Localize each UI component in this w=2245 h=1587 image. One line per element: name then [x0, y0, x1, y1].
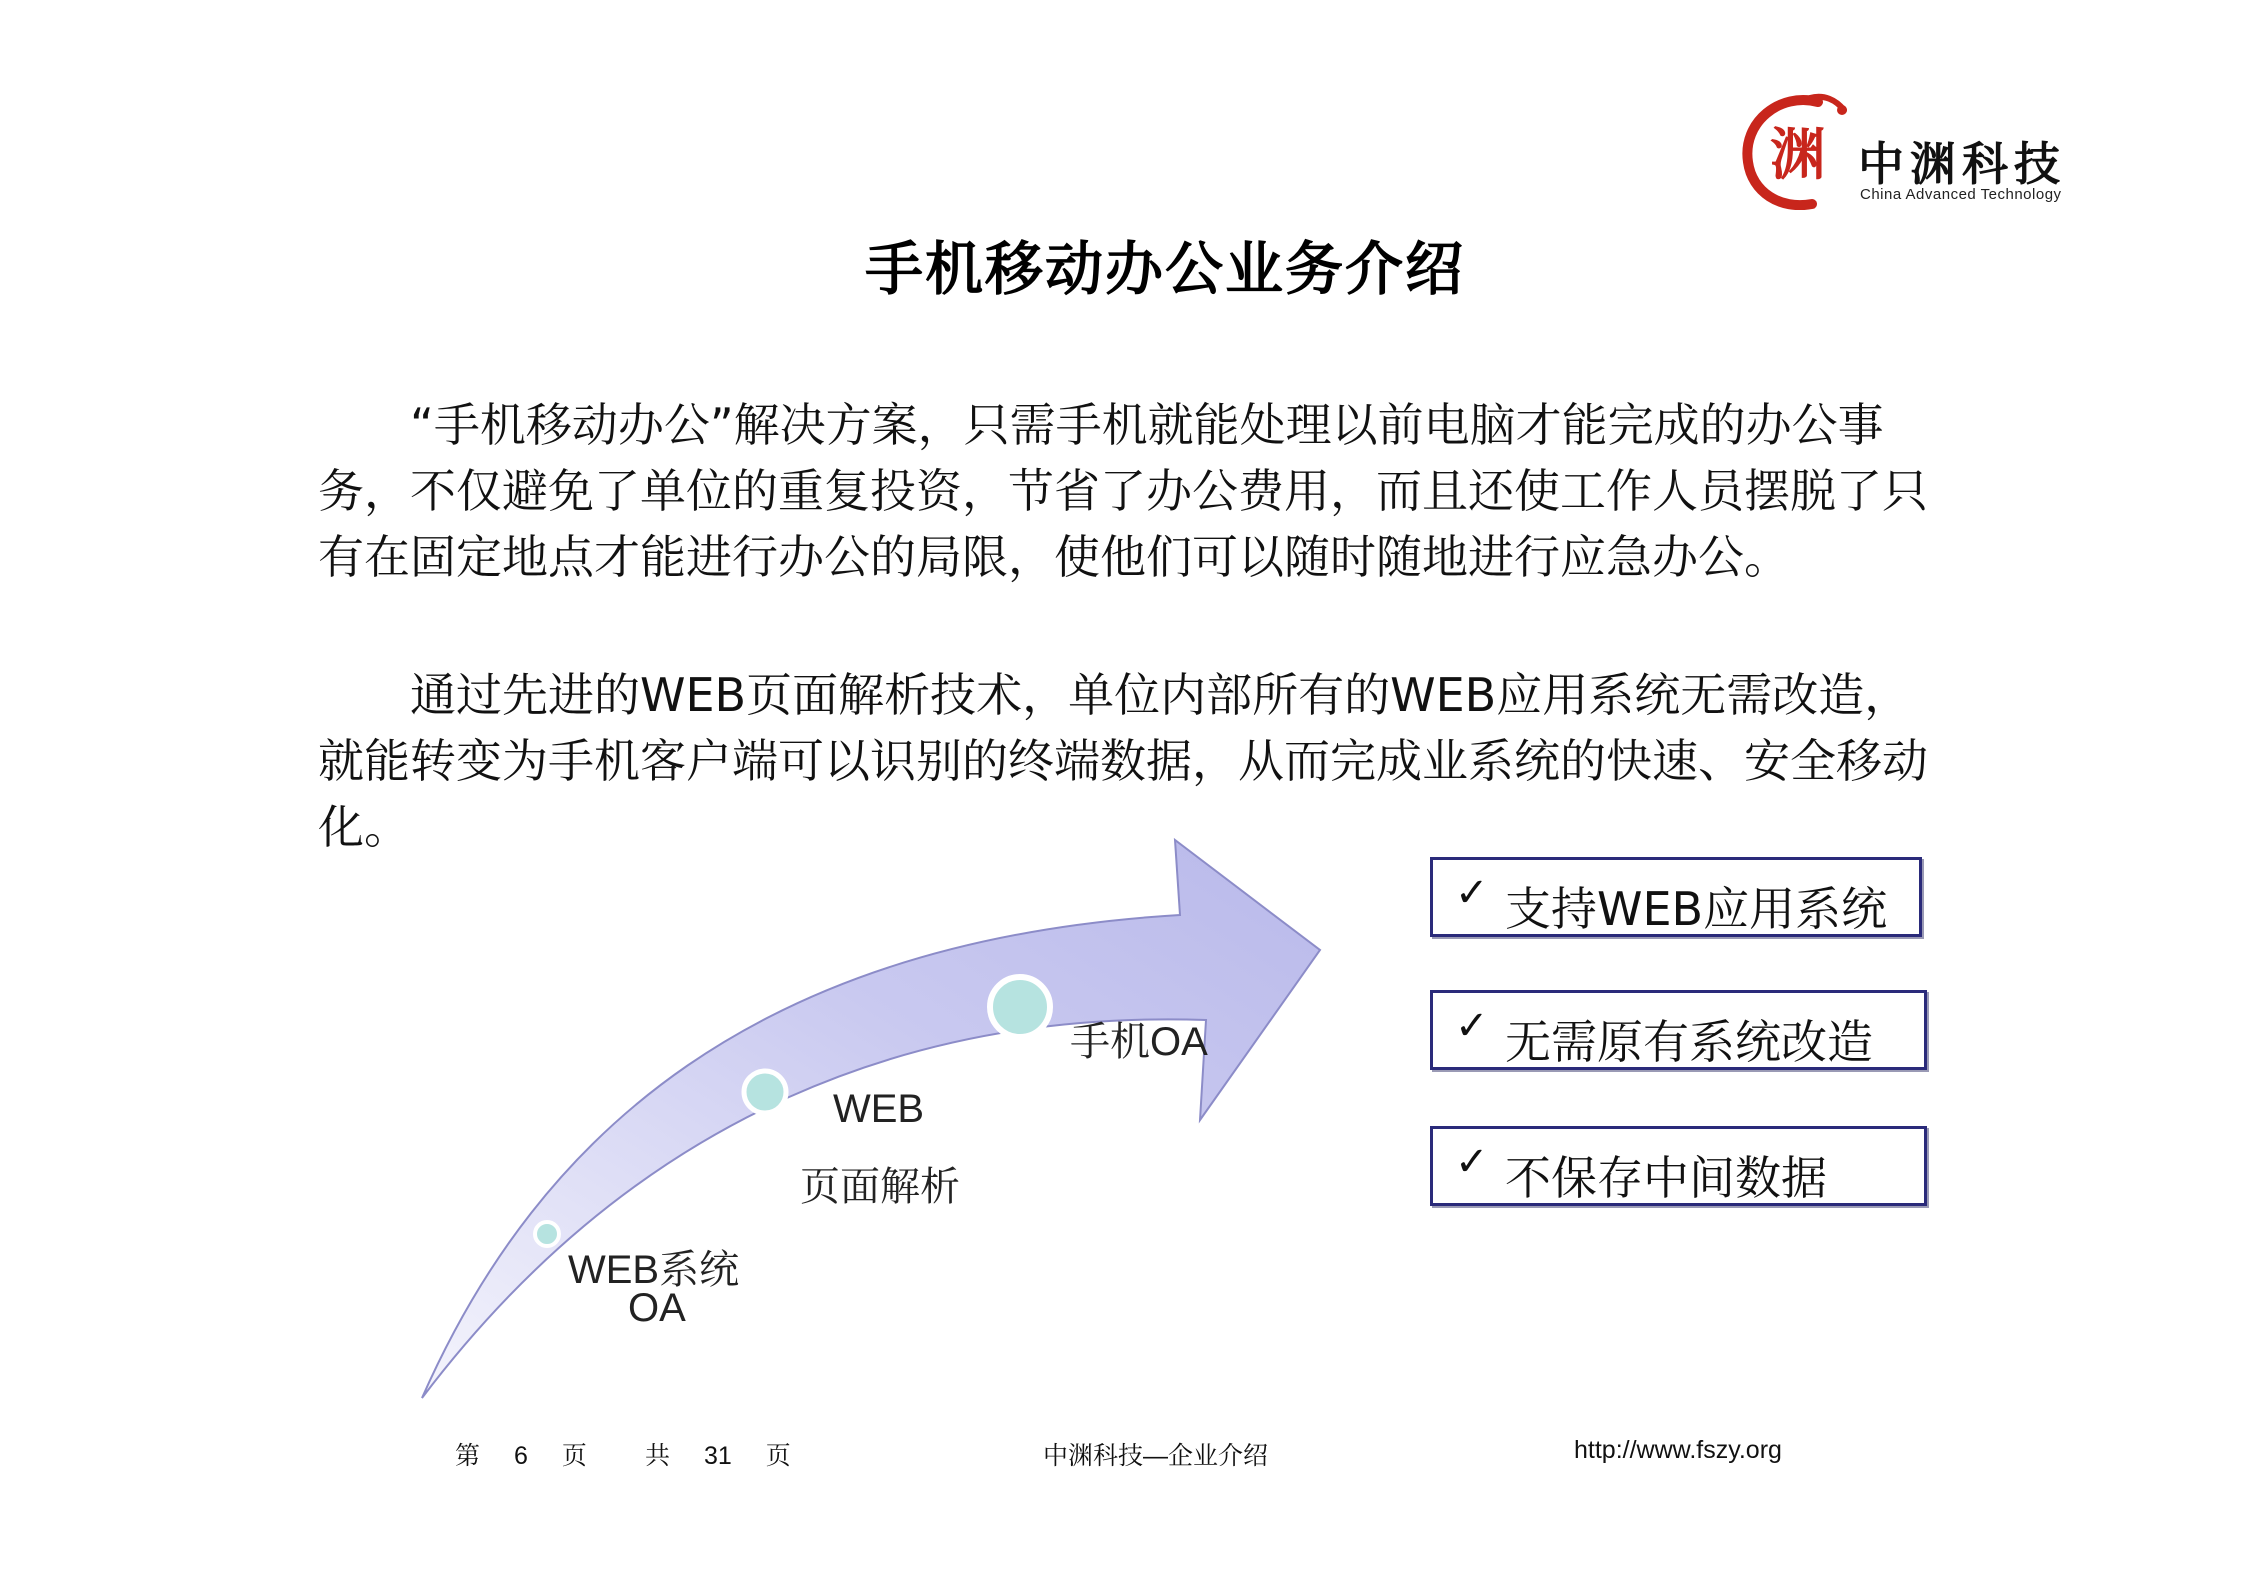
stage-dot-web-oa — [535, 1222, 559, 1246]
checkmark-icon: ✓ — [1455, 1139, 1489, 1185]
logo-name-cn: 中渊科技 — [1858, 137, 2066, 191]
stage-label-web-oa-line1: WEB系统 — [568, 1248, 740, 1292]
logo-emblem-icon — [1740, 92, 1860, 210]
stage-label-mobile-oa: 手机OA — [1070, 1020, 1208, 1064]
company-logo — [1740, 92, 2080, 210]
paragraph-web-parsing-text: 通过先进的WEB页面解析技术，单位内部所有的WEB应用系统无需改造，就能转变为手机客户端可以识别的终端数据，从而完成业系统的快速、安全移动化。 — [318, 668, 1928, 854]
feature-box-no-modification — [1430, 990, 1927, 1070]
paragraph-intro — [318, 392, 1938, 590]
feature-box-no-intermediate-data — [1430, 1126, 1927, 1206]
logo-name-en: China Advanced Technology — [1860, 186, 2062, 203]
feature-text: 不保存中间数据 — [1505, 1151, 1827, 1205]
total-num: 31 — [703, 1442, 732, 1470]
page-title: 手机移动办公业务介绍 — [864, 235, 1465, 303]
stage-label-web-parsing-line1: WEB — [833, 1087, 925, 1131]
page-number — [455, 1436, 791, 1472]
paragraph-intro-text: “手机移动办公”解决方案，只需手机就能处理以前电脑才能完成的办公事务，不仅避免了单位的重复投资，节省了办公费用，而且还使工作人员摆脱了只有在固定地点才能进行办公的局限，使他们可以随时随地进行应急办公。 — [318, 398, 1928, 584]
feature-text: 支持WEB应用系统 — [1505, 882, 1888, 936]
stage-label-web-parsing-line2: 页面解析 — [800, 1164, 960, 1210]
checkmark-icon: ✓ — [1455, 870, 1489, 916]
page-prefix: 第 — [455, 1442, 481, 1470]
feature-text: 无需原有系统改造 — [1505, 1015, 1873, 1069]
stage-dot-web-parsing — [744, 1071, 786, 1113]
page-suffix: 页 — [561, 1442, 587, 1470]
feature-box-web-support — [1430, 857, 1922, 937]
footer-company: 中渊科技—企业介绍 — [1043, 1442, 1269, 1470]
total-suffix: 页 — [765, 1442, 791, 1470]
page-num: 6 — [514, 1442, 528, 1470]
stage-label-web-oa-line2: OA — [628, 1286, 686, 1330]
checkmark-icon: ✓ — [1455, 1003, 1489, 1049]
total-prefix: 共 — [644, 1442, 670, 1470]
logo-emblem-char: 渊 — [1770, 123, 1826, 188]
footer-url[interactable]: http://www.fszy.org — [1574, 1436, 1782, 1464]
migration-diagram — [400, 830, 1340, 1410]
stage-dot-mobile-oa — [990, 977, 1050, 1037]
